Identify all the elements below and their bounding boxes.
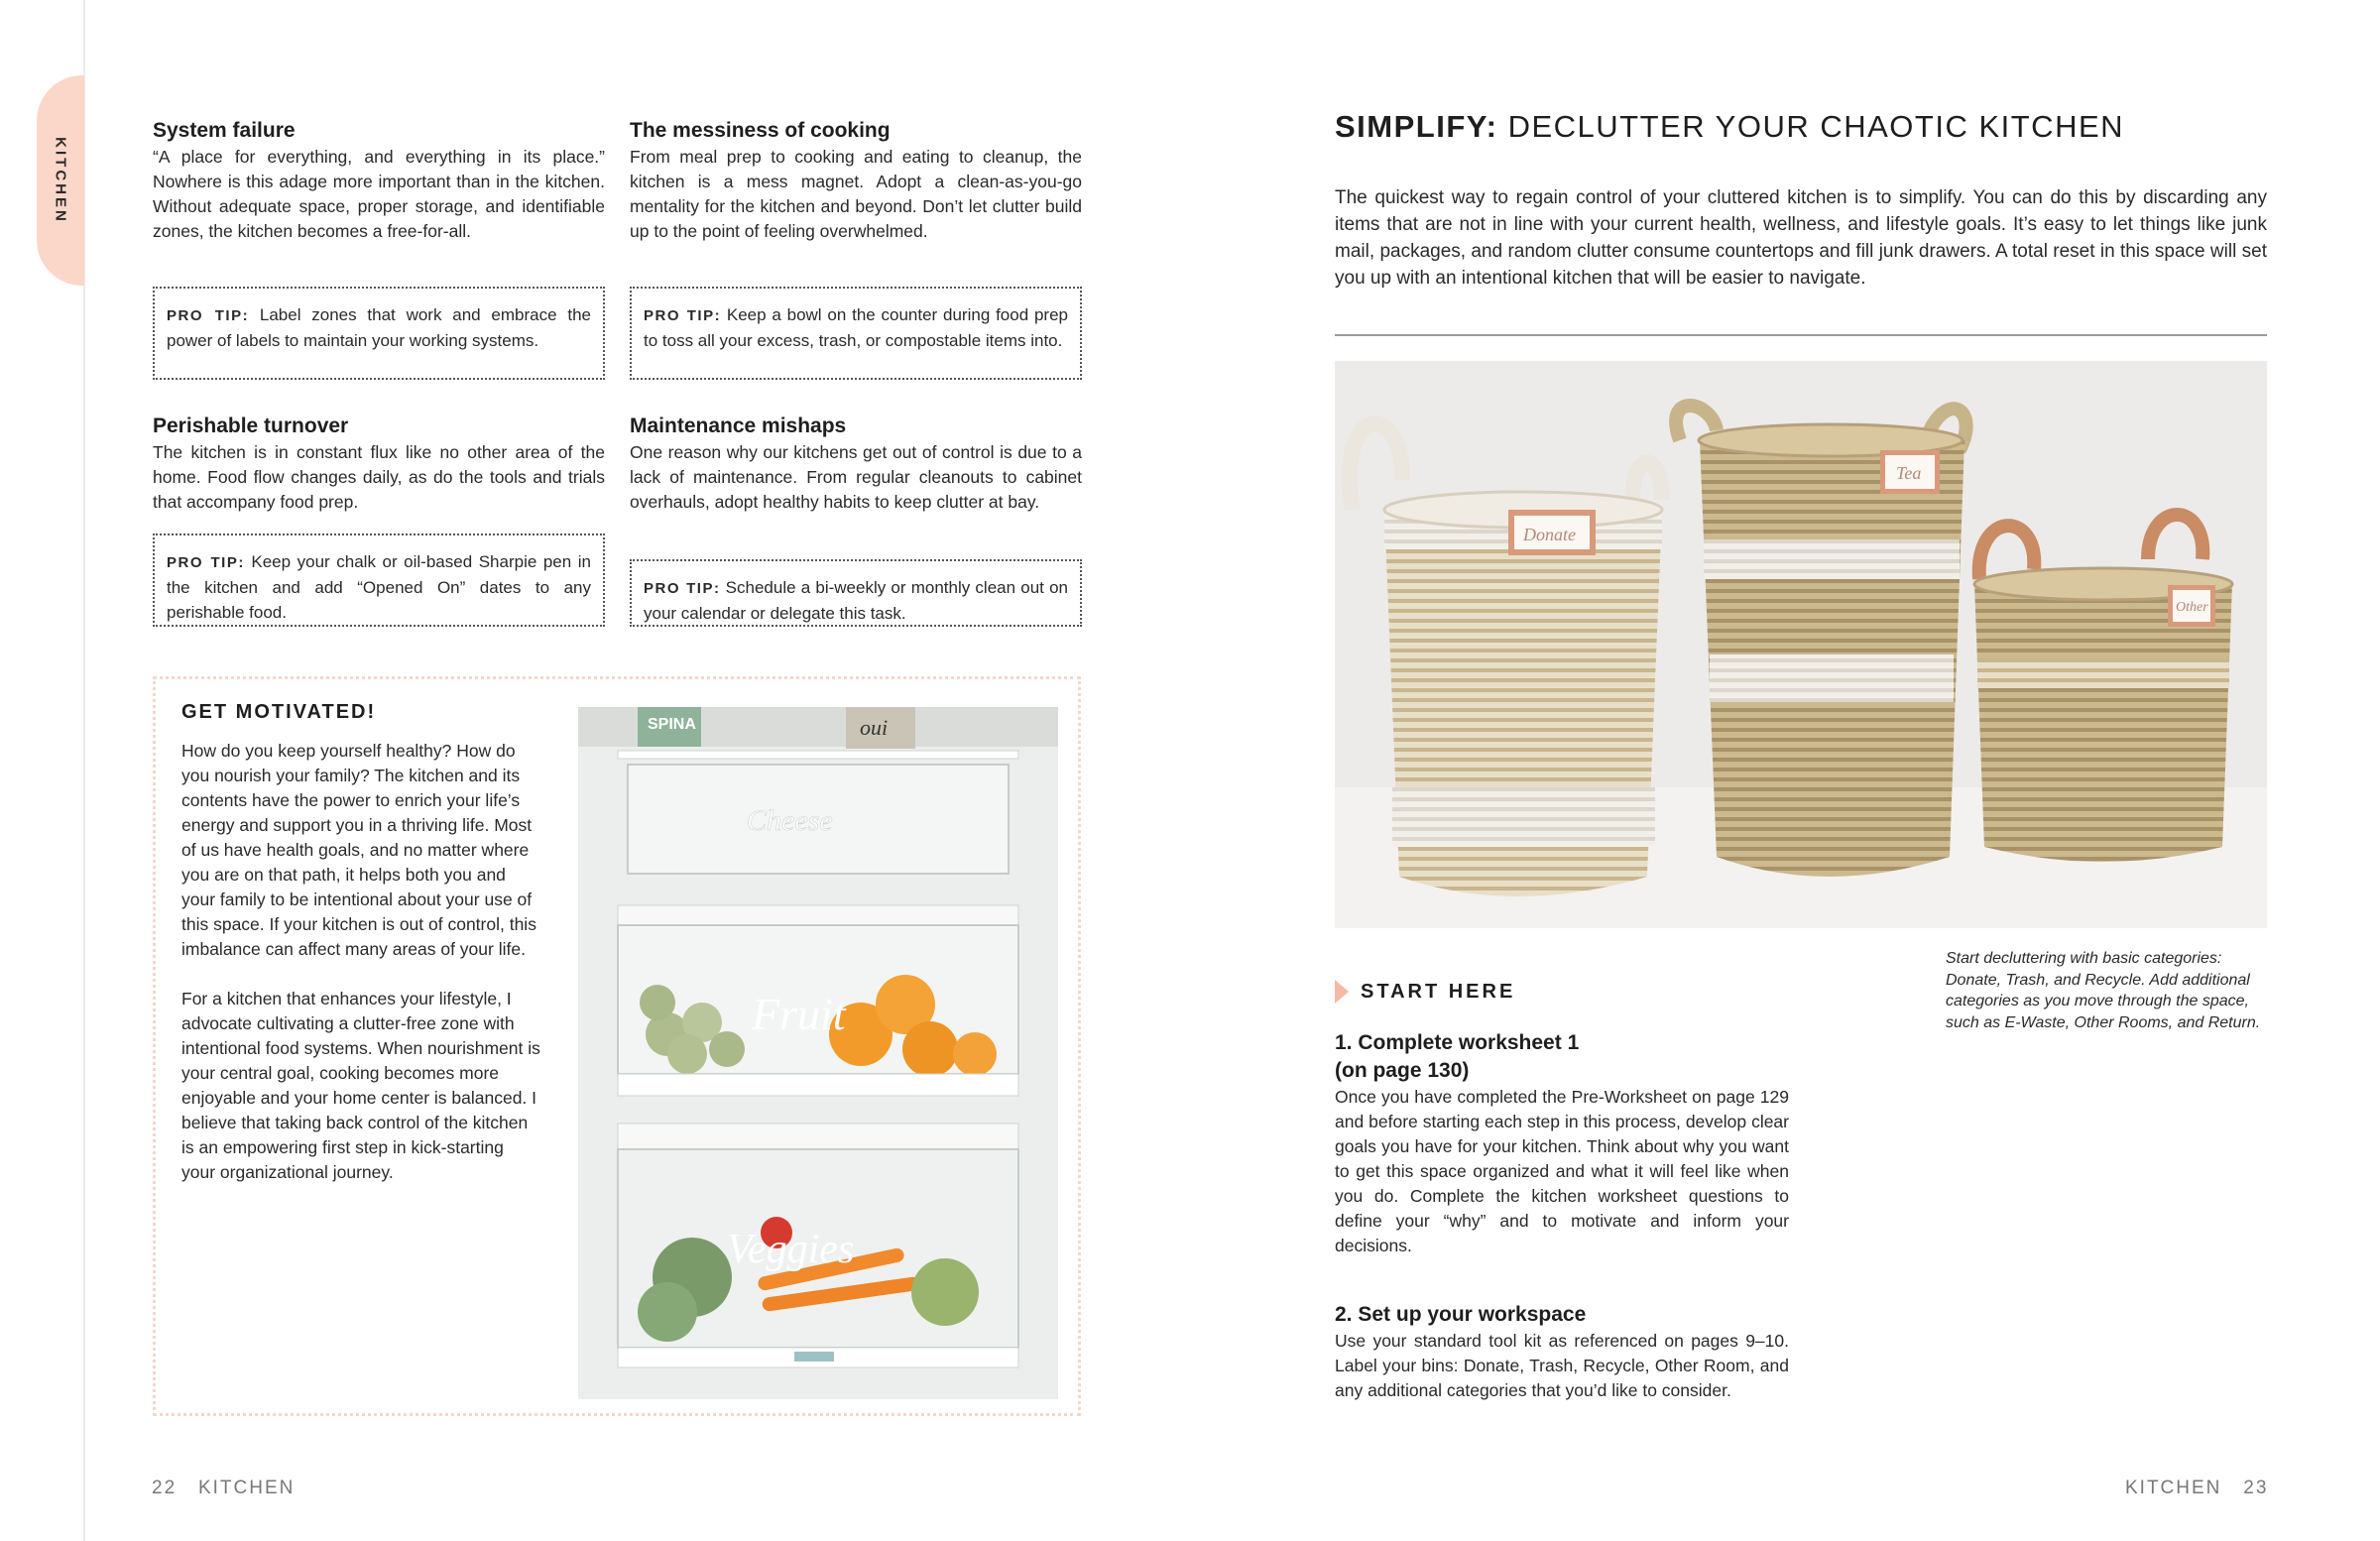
page-heading (1335, 109, 2124, 145)
folio-section: KITCHEN (197, 1478, 296, 1498)
fruit-label: Fruit (752, 989, 846, 1039)
veggies-label: Veggies (727, 1227, 855, 1272)
step-1 (1335, 1029, 1789, 1258)
spinach-label: SPINA (648, 716, 696, 733)
section-text: “A place for everything, and everything in its place.” Nowhere is this adage more important than in the kitchen. Without adequate space, proper storage, and identifiable zones, the kitchen becomes a free-for-all. (153, 147, 605, 241)
cheese-label: Cheese (747, 804, 833, 837)
pro-tip-box (153, 287, 605, 380)
other-tag-label: Other (2176, 600, 2208, 615)
folio-section: KITCHEN (2125, 1478, 2222, 1498)
pro-tip-box (153, 533, 605, 627)
section-text: The kitchen is in constant flux like no other area of the home. Food flow changes daily, as do the tools and trials that accompany food prep. (153, 442, 605, 512)
pro-tip-text: Schedule a bi-weekly or monthly clean out on your calendar or delegate this task. (644, 578, 1068, 623)
intro-paragraph: The quickest way to regain control of your cluttered kitchen is to simplify. You can do this by discarding any items that are not in line with your current health, wellness, and lifestyle goals. It’s easy to let things like junk mail, packages, and random clutter consume countertops and fill junk drawers. A total reset in this space will set you up with an intentional kitchen that will be easier to navigate. (1335, 187, 2267, 289)
page-number: 22 (152, 1478, 178, 1498)
get-motivated-paragraph: How do you keep yourself healthy? How do you nourish your family? The kitchen and its contents have the power to enrich your life’s energy and support you in a thriving life. Most of us have health goals, and no matter where you are on that path, it helps both you and your family to be intentional about your use of this space. If your kitchen is out of control, this imbalance can affect many areas of your life. (181, 741, 536, 959)
get-motivated-text (181, 739, 540, 1210)
section-maintenance-mishaps (630, 413, 1082, 515)
tea-tag-label: Tea (1896, 463, 1922, 483)
section-title: The messiness of cooking (630, 119, 891, 142)
page-number: 23 (2243, 1478, 2269, 1498)
get-motivated-box (153, 676, 1081, 1416)
chapter-tab-label: KITCHEN (52, 137, 69, 224)
section-title: Maintenance mishaps (630, 415, 847, 437)
section-text: From meal prep to cooking and eating to cleanup, the kitchen is a mess magnet. Adopt a clean-as-you-go mentality for the kitchen and beyond. Don’t let clutter build up to the point of feeling overwhelmed. (630, 147, 1082, 241)
step-title: 2. Set up your workspace (1335, 1303, 1587, 1326)
pro-tip-text: Label zones that work and embrace the power of labels to maintain your working systems. (167, 305, 591, 350)
section-system-failure (153, 117, 605, 244)
step-text: Once you have completed the Pre-Worksheet on page 129 and before starting each step in this process, develop clear goals you have for your kitchen. Think about why you want to get this space organized and what it will feel like when you do. Complete the kitchen worksheet questions to define your “why” and to motivate and inform your decisions. (1335, 1087, 1789, 1255)
section-divider (1335, 334, 2267, 336)
pro-tip-text: Keep a bowl on the counter during food prep to toss all your excess, trash, or compostable items into. (644, 305, 1068, 350)
chapter-side-tab (37, 75, 84, 286)
start-here-label (1335, 980, 1515, 1004)
pro-tip-box (630, 287, 1082, 380)
donate-tag-label: Donate (1523, 525, 1576, 544)
pro-tip-label: PRO TIP: (644, 580, 721, 597)
pro-tip-label: PRO TIP: (167, 307, 250, 324)
pro-tip-label: PRO TIP: (167, 554, 245, 571)
oui-label: oui (860, 715, 889, 740)
left-page-folio (152, 1478, 295, 1499)
section-messiness-of-cooking (630, 117, 1082, 244)
get-motivated-paragraph: For a kitchen that enhances your lifestyle, I advocate cultivating a clutter-free zone with intentional food systems. When nourishment is your central goal, cooking becomes more enjoyable and your home center is balanced. I believe that taking back control of the kitchen is an empowering first step in kick-starting your organizational journey. (181, 989, 540, 1182)
get-motivated-title: GET MOTIVATED! (181, 701, 377, 723)
step-title-line2: (on page 130) (1335, 1059, 1470, 1082)
pro-tip-box (630, 559, 1082, 627)
right-page-folio (2125, 1478, 2268, 1499)
section-title: System failure (153, 119, 296, 142)
triangle-arrow-icon (1335, 980, 1349, 1004)
section-perishable-turnover (153, 413, 605, 515)
step-title: 1. Complete worksheet 1 (1335, 1031, 1580, 1054)
start-here-text: START HERE (1361, 980, 1516, 1003)
fridge-drawers-photo (578, 707, 1058, 1399)
heading-rest: DECLUTTER YOUR CHAOTIC KITCHEN (1497, 109, 2125, 144)
pro-tip-label: PRO TIP: (644, 307, 722, 324)
section-text: One reason why our kitchens get out of control is due to a lack of maintenance. From regular cleanouts to cabinet overhauls, adopt healthy habits to keep clutter at bay. (630, 442, 1082, 512)
heading-bold: SIMPLIFY: (1335, 109, 1498, 144)
step-2 (1335, 1301, 1789, 1403)
baskets-photo (1335, 361, 2267, 928)
step-text: Use your standard tool kit as referenced on pages 9–10. Label your bins: Donate, Trash, Recycle, Other Room, and any additional categories that you’d like to consider. (1335, 1331, 1789, 1400)
section-title: Perishable turnover (153, 415, 349, 437)
photo-caption: Start decluttering with basic categories: Donate, Trash, and Recycle. Add additional categories as you move through the space, such as E-Waste, Other Rooms, and Return. (1946, 950, 2261, 1031)
pro-tip-text: Keep your chalk or oil-based Sharpie pen in the kitchen and add “Opened On” dates to any perishable food. (167, 552, 591, 622)
